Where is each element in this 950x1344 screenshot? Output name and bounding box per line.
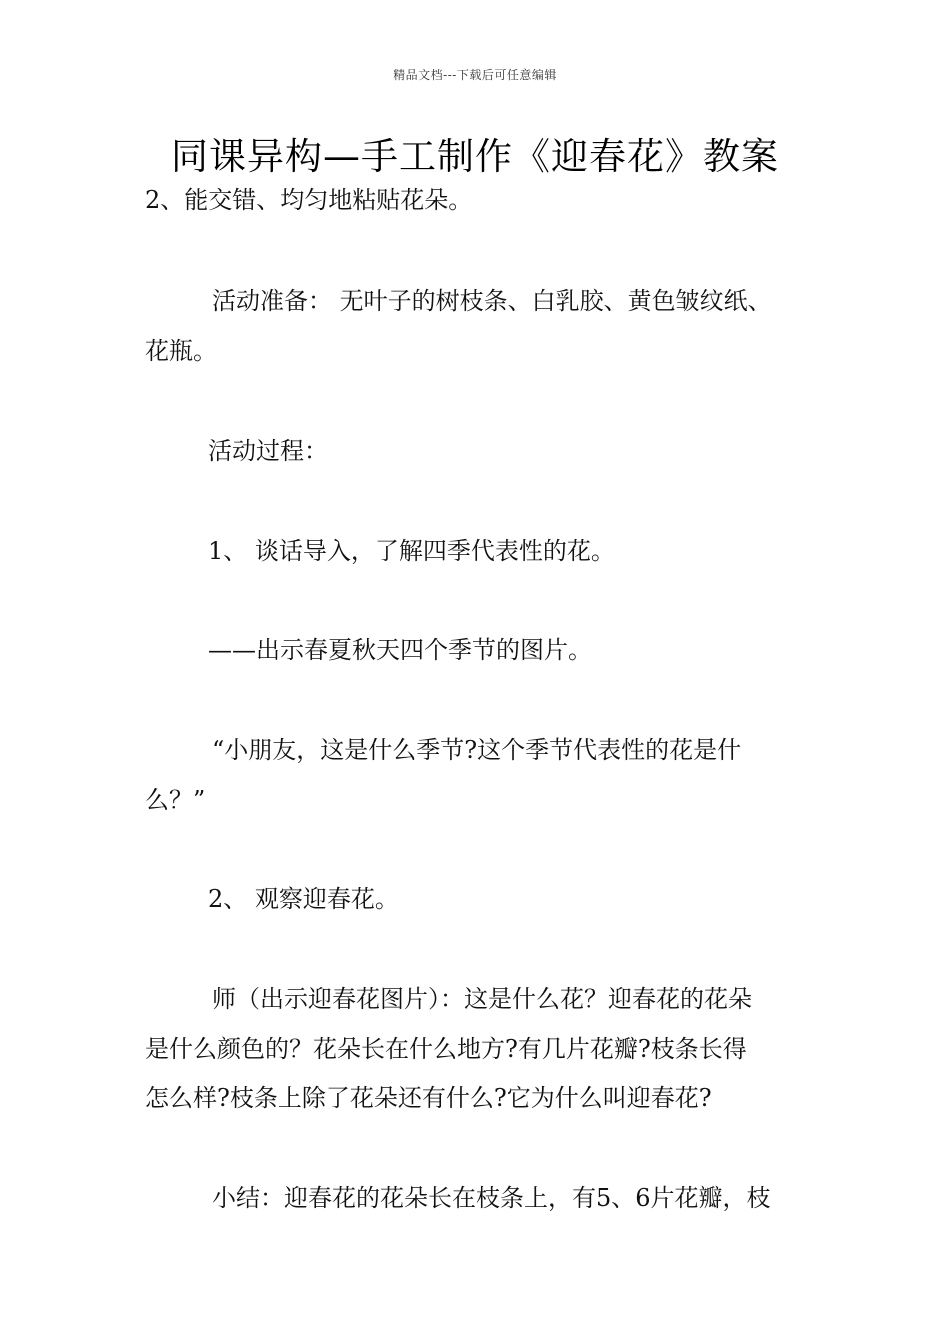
process-heading: 活动过程： (208, 437, 328, 465)
materials-line-cont: 花瓶。 (145, 337, 217, 365)
teacher-question: “小朋友，这是什么季节?这个季节代表性的花是什 (212, 736, 742, 764)
step-1-detail: ——出示春夏秋天四个季节的图片。 (208, 636, 592, 664)
summary-line: 小结：迎春花的花朵长在枝条上，有5、6片花瓣，枝 (212, 1184, 771, 1212)
step-1-heading: 1、 谈话导入，了解四季代表性的花。 (208, 537, 615, 565)
teacher-observation-line-3: 怎么样?枝条上除了花朵还有什么?它为什么叫迎春花? (145, 1084, 712, 1112)
teacher-observation-line-1: 师（出示迎春花图片）：这是什么花？迎春花的花朵 (212, 985, 752, 1013)
materials-line: 活动准备： 无叶子的树枝条、白乳胶、黄色皱纹纸、 (212, 287, 772, 315)
document-title: 同课异构—手工制作《迎春花》教案 (171, 135, 779, 178)
page-header-note: 精品文档---下载后可任意编辑 (393, 68, 557, 82)
teacher-question-cont: 么？” (145, 786, 206, 814)
teacher-observation-line-2: 是什么颜色的？花朵长在什么地方?有几片花瓣?枝条长得 (145, 1035, 747, 1063)
step-2-heading: 2、 观察迎春花。 (208, 885, 399, 913)
objective-line-2: 2、能交错、均匀地粘贴花朵。 (145, 186, 473, 214)
